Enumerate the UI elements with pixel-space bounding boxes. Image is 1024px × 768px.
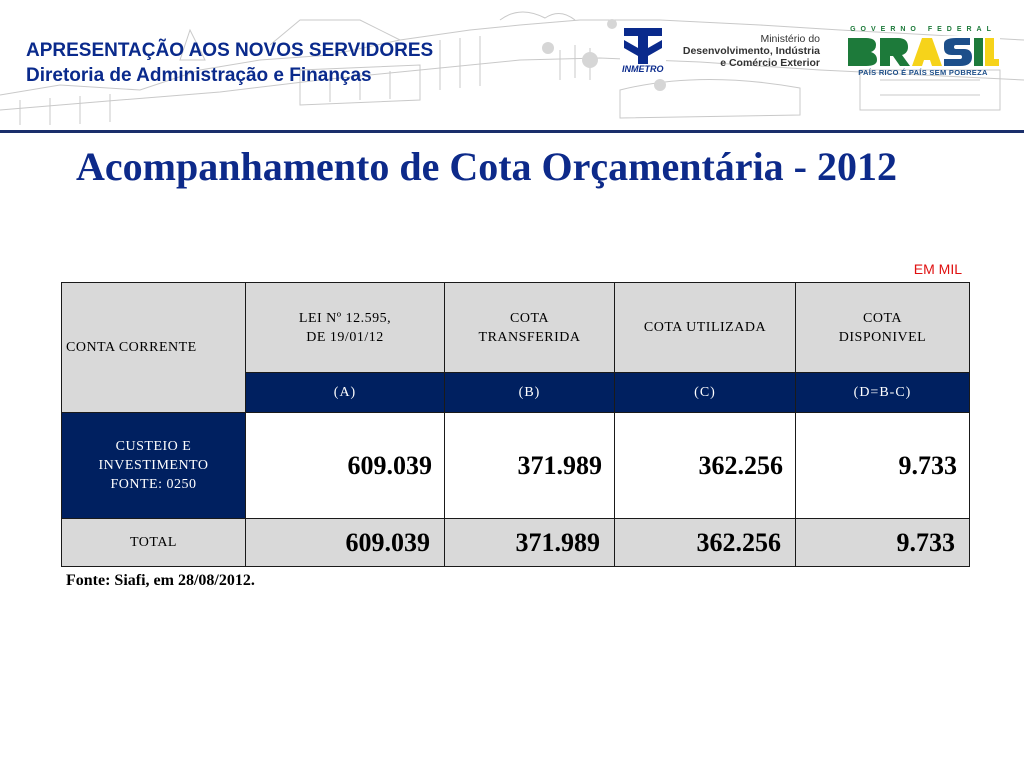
total-lei: 609.039 <box>246 519 445 567</box>
row-label-line-1: CUSTEIO E <box>115 439 192 454</box>
slide-title: Acompanhamento de Cota Orçamentária - 2012 <box>76 144 897 189</box>
row-label-line-2: INVESTIMENTO <box>98 458 209 473</box>
header-transferida-line-2: TRANSFERIDA <box>478 329 581 345</box>
value-lei: 609.039 <box>246 413 445 519</box>
table-total-row <box>62 519 970 567</box>
header-divider <box>0 130 1024 133</box>
value-transferida: 371.989 <box>445 413 615 519</box>
header-titles <box>26 38 433 88</box>
header-cota-disponivel <box>796 283 970 373</box>
brasil-slogan: PAÍS RICO É PAÍS SEM POBREZA <box>858 68 988 77</box>
header-disponivel-line-2: DISPONIVEL <box>838 329 927 345</box>
governo-federal-label: GOVERNO FEDERAL <box>850 26 996 33</box>
code-c: (C) <box>615 373 796 413</box>
header-transferida-line-1: COTA <box>510 310 549 326</box>
header-line-2: Diretoria de Administração e Finanças <box>26 65 372 86</box>
ministry-logo-text <box>670 33 820 69</box>
code-b: (B) <box>445 373 615 413</box>
header-utilizada-line-1: COTA UTILIZADA <box>643 320 767 335</box>
value-disponivel: 9.733 <box>796 413 970 519</box>
row-label-custeio <box>62 413 246 519</box>
header-cota-utilizada <box>615 283 796 373</box>
header-lei-line-2: DE 19/01/12 <box>306 329 384 345</box>
total-transferida: 371.989 <box>445 519 615 567</box>
ministry-line-2: Desenvolvimento, Indústria <box>682 45 820 57</box>
header-line-1: APRESENTAÇÃO AOS NOVOS SERVIDORES <box>26 40 434 61</box>
total-label: TOTAL <box>62 519 246 567</box>
row-label-line-3: FONTE: 0250 <box>110 477 197 492</box>
header-lei-line-1: LEI Nº 12.595, <box>298 310 392 326</box>
table-header-row <box>62 283 970 373</box>
budget-quota-table <box>61 282 970 567</box>
header-cota-transferida <box>445 283 615 373</box>
table-row <box>62 413 970 519</box>
header-disponivel-line-1: COTA <box>863 310 902 326</box>
code-d: (D=B-C) <box>796 373 970 413</box>
header-lei <box>246 283 445 373</box>
header-conta-corrente: CONTA CORRENTE <box>62 283 246 413</box>
inmetro-label: INMETRO <box>622 64 664 74</box>
value-utilizada: 362.256 <box>615 413 796 519</box>
ministry-line-3: e Comércio Exterior <box>720 57 820 69</box>
ministry-line-1: Ministério do <box>760 33 820 45</box>
slide-header <box>0 0 1024 132</box>
code-a: (A) <box>246 373 445 413</box>
total-disponivel: 9.733 <box>796 519 970 567</box>
total-utilizada: 362.256 <box>615 519 796 567</box>
source-note: Fonte: Siafi, em 28/08/2012. <box>66 572 255 589</box>
unit-label: EM MIL <box>913 261 962 277</box>
brasil-logo-icon <box>846 36 1000 68</box>
